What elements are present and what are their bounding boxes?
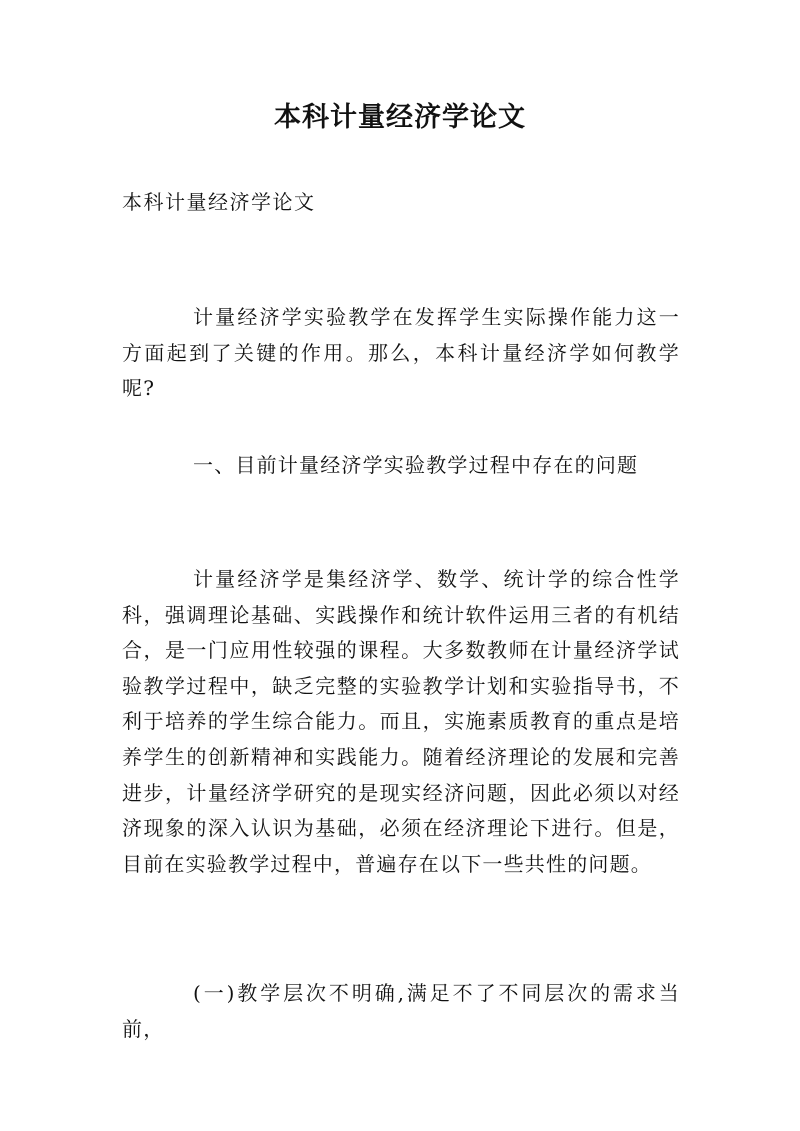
subsection-paragraph: (一)教学层次不明确,满足不了不同层次的需求当前，	[122, 981, 680, 1041]
document-title: 本科计量经济学论文	[274, 102, 526, 133]
intro-paragraph: 计量经济学实验教学在发挥学生实际操作能力这一方面起到了关键的作用。那么，本科计量经济学如何教学呢?	[122, 305, 680, 401]
document-subtitle: 本科计量经济学论文	[122, 190, 316, 214]
section-heading: 一、目前计量经济学实验教学过程中存在的问题	[193, 453, 639, 477]
body-paragraph: 计量经济学是集经济学、数学、统计学的综合性学科，强调理论基础、实践操作和统计软件运用三者的有机结合，是一门应用性较强的课程。大多数教师在计量经济学试验教学过程中，缺乏完整的实验教学计划和实验指导书，不利于培养的学生综合能力。而且，实施素质教育的重点是培养学生的创新精神和实践能力。随着经济理论的发展和完善进步，计量经济学研究的是现实经济问题，因此必须以对经济现象的深入认识为基础，必须在经济理论下进行。但是，目前在实验教学过程中，普遍存在以下一些共性的问题。	[122, 567, 680, 876]
